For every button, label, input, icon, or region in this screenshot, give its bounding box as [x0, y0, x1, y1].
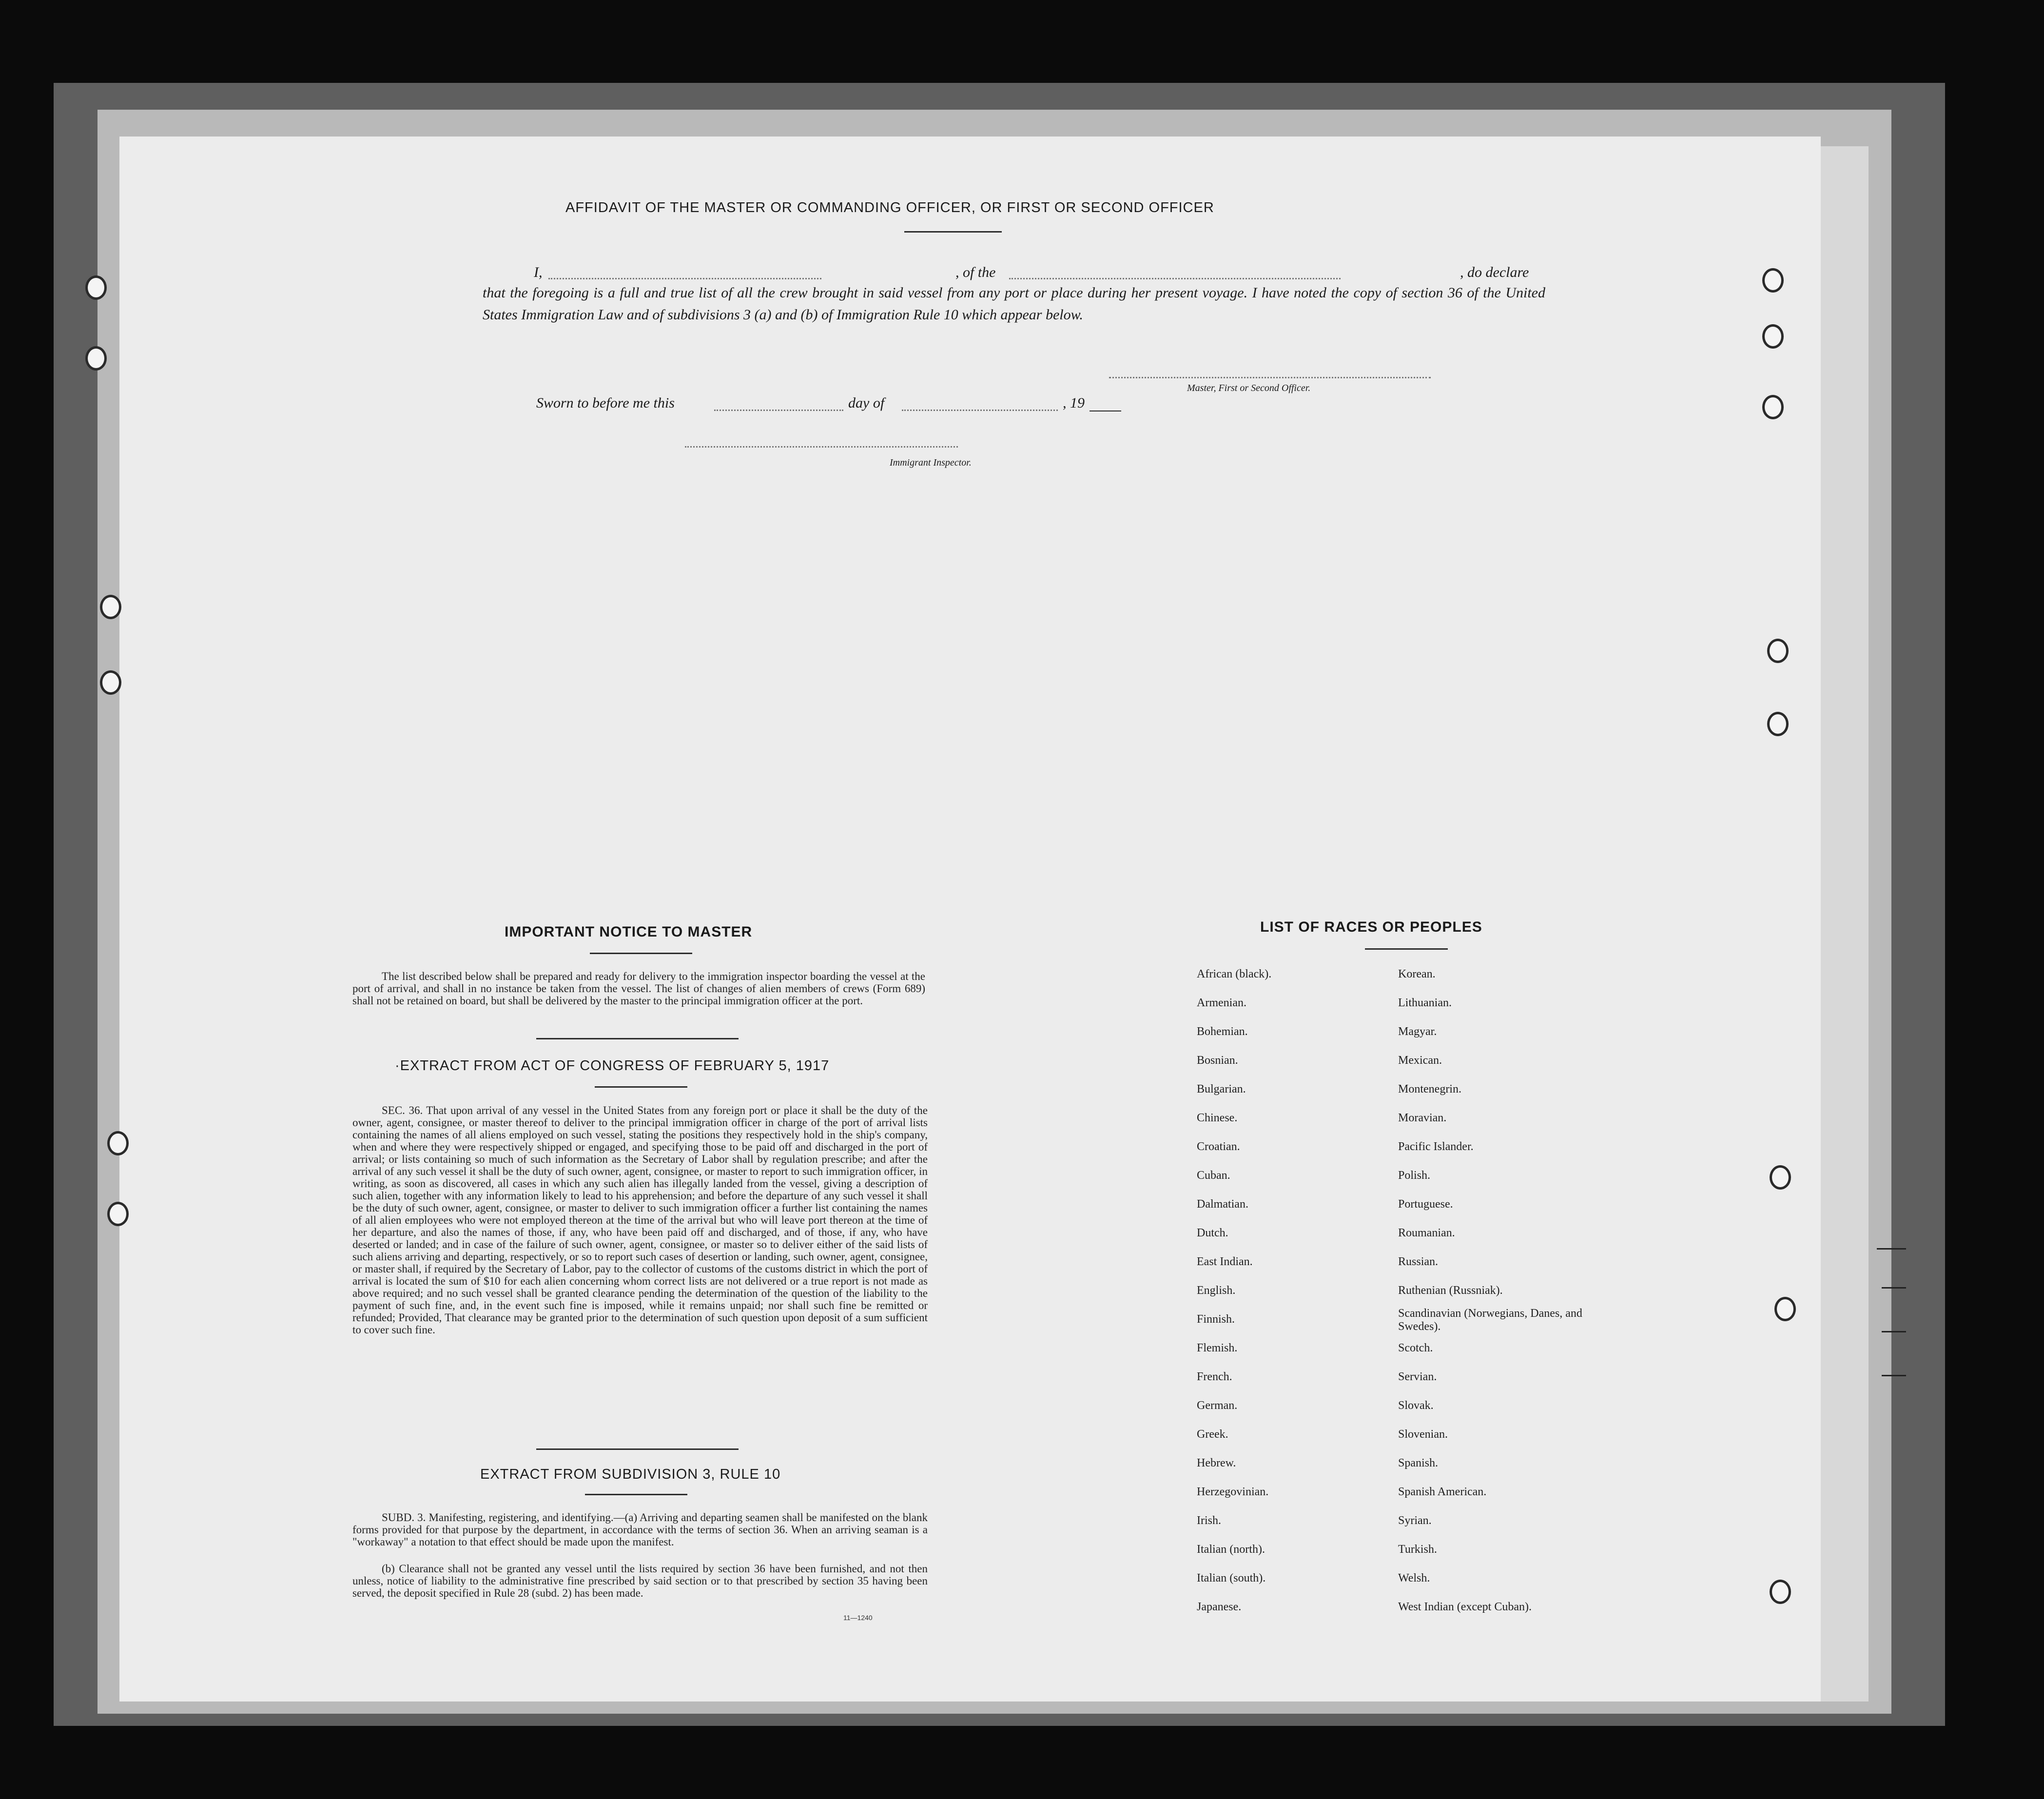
- races-divider: [1365, 948, 1448, 950]
- race-item: African (black).: [1197, 968, 1272, 980]
- race-item: Lithuanian.: [1398, 997, 1452, 1009]
- race-item: Montenegrin.: [1398, 1083, 1461, 1095]
- binder-hole-icon: [1762, 395, 1784, 419]
- race-item: Welsh.: [1398, 1572, 1430, 1584]
- race-item: Herzegovinian.: [1197, 1486, 1269, 1498]
- form-number: 11—1240: [843, 1614, 873, 1622]
- race-item: Croatian.: [1197, 1140, 1240, 1153]
- race-item: Servian.: [1398, 1370, 1437, 1383]
- race-item: Roumanian.: [1398, 1227, 1455, 1239]
- race-item: Polish.: [1398, 1169, 1431, 1182]
- form-page: [119, 137, 1821, 1701]
- name-blank[interactable]: [548, 278, 821, 279]
- binder-hole-icon: [85, 346, 107, 371]
- race-item: Greek.: [1197, 1428, 1228, 1441]
- extract-act-text-content: SEC. 36. That upon arrival of any vessel in the United States from any foreign port or place it shall be the duty of the owner, agent, consignee, or master thereof to deliver to the principal immigration officer in charge of the port of arrival lists containing the names of all aliens employed on such vessel, stating the positions they respectively hold in the ship's company, when and where they were respectively shipped or engaged, and specifying those to be paid off and discharged in the port of arrival; or lists containing so much of such information as the Secretary of Labor shall by regulation prescribe; and after the arrival of any such vessel it shall be the duty of such owner, agent, consignee, or master to report to such immigration officer, in writing, as soon as discovered, all cases in which any such alien has illegally landed from the vessel, giving a description of such alien, together with any information likely to lead to his apprehension; and before the departure of any such vessel it shall be the duty of such owner, agent, consignee, or master to deliver to such immigration officer a further list containing the names of all alien employees who were not employed thereon at the time of the arrival but who will leave port thereon at the time of her departure, and also the names of those, if any, who have been paid off and discharged, and of those, if any, who have deserted or landed; and in case of the failure of such owner, agent, consignee, or master so to deliver either of the said lists of such aliens arriving and departing, respectively, or so to report such cases of desertion or landing, such owner, agent, consignee, or master shall, if required by the Secretary of Labor, pay to the collector of customs of the customs district in which the port of arrival is located the sum of $10 for each alien concerning whom correct lists are not delivered or a true report is not made as above required; and no such vessel shall be granted clearance pending the determination of the question of the liability to the payment of such fine, and, in the event such fine is imposed, while it remains unpaid; nor shall such fine be remitted or refunded; Provided, That clearance may be granted prior to the determination of such question upon deposit of a sum sufficient to cover such fine.: [352, 1104, 928, 1336]
- binder-hole-icon: [100, 595, 121, 619]
- race-item: Slovak.: [1398, 1399, 1434, 1412]
- affidavit-title: AFFIDAVIT OF THE MASTER OR COMMANDING OFFICER, OR FIRST OR SECOND OFFICER: [565, 200, 1214, 215]
- extract-rule-title: EXTRACT FROM SUBDIVISION 3, RULE 10: [480, 1467, 781, 1482]
- races-title: LIST OF RACES OR PEOPLES: [1260, 919, 1482, 935]
- race-item: East Indian.: [1197, 1255, 1253, 1268]
- race-item: Syrian.: [1398, 1514, 1432, 1527]
- binder-hole-icon: [107, 1202, 129, 1226]
- binder-hole-icon: [1774, 1297, 1796, 1321]
- of-the-label: , of the: [955, 264, 996, 280]
- race-item: West Indian (except Cuban).: [1398, 1601, 1532, 1613]
- notice-text: [352, 970, 925, 1007]
- binder-hole-icon: [1767, 712, 1789, 736]
- binder-hole-icon: [100, 670, 121, 695]
- race-item: Moravian.: [1398, 1112, 1447, 1124]
- race-item: Russian.: [1398, 1255, 1439, 1268]
- signature-line[interactable]: [1109, 377, 1431, 378]
- race-item: Slovenian.: [1398, 1428, 1448, 1441]
- race-item: Scotch.: [1398, 1342, 1433, 1354]
- race-item: Dalmatian.: [1197, 1198, 1248, 1211]
- extract-act-divider: [595, 1086, 687, 1088]
- race-item: Bulgarian.: [1197, 1083, 1246, 1095]
- extract-rule-text-a: [352, 1511, 928, 1548]
- title-divider: [904, 231, 1002, 233]
- race-item: Spanish American.: [1398, 1486, 1487, 1498]
- binder-hole-icon: [1770, 1165, 1791, 1190]
- extract-rule-text-a-content: SUBD. 3. Manifesting, registering, and identifying.—(a) Arriving and departing seamen shall be manifested on the blank forms provided for that purpose by the department, in accordance with the terms of section 36. When an arriving seaman is a "workaway" a notation to that effect should be made upon the manifest.: [352, 1511, 928, 1548]
- race-item: Italian (north).: [1197, 1543, 1265, 1556]
- race-item: Mexican.: [1398, 1054, 1442, 1067]
- i-label: I,: [534, 264, 543, 280]
- race-item: Spanish.: [1398, 1457, 1439, 1469]
- year-label: , 19: [1063, 395, 1085, 411]
- race-item: English.: [1197, 1284, 1236, 1297]
- race-item: Irish.: [1197, 1514, 1221, 1527]
- binder-hole-icon: [1770, 1580, 1791, 1604]
- notice-divider: [590, 953, 692, 954]
- ink-mark: [1877, 1248, 1906, 1250]
- ink-mark: [1882, 1331, 1906, 1332]
- notice-text-content: The list described below shall be prepared and ready for delivery to the immigration inspector boarding the vessel at the port of arrival, and shall in no instance be taken from the vessel. The list of changes of alien members of crews (Form 689) shall not be retained on board, but shall be delivered by the master to the principal immigration officer at the port.: [352, 970, 925, 1007]
- extract-act-end-divider: [536, 1448, 739, 1450]
- month-blank[interactable]: [902, 410, 1058, 411]
- inspector-signature-line[interactable]: [685, 446, 958, 448]
- race-item: Finnish.: [1197, 1313, 1235, 1326]
- extract-act-title: ·EXTRACT FROM ACT OF CONGRESS OF FEBRUARY 5, 1917: [395, 1058, 830, 1074]
- race-item: Cuban.: [1197, 1169, 1230, 1182]
- extract-rule-text-b: [352, 1563, 928, 1599]
- extract-rule-divider: [585, 1494, 687, 1495]
- race-item: Korean.: [1398, 968, 1436, 980]
- vessel-blank[interactable]: [1009, 278, 1341, 279]
- race-item: Turkish.: [1398, 1543, 1437, 1556]
- extract-act-text: [352, 1104, 928, 1336]
- binder-hole-icon: [85, 275, 107, 300]
- ink-mark: [1882, 1375, 1906, 1376]
- race-item: Dutch.: [1197, 1227, 1228, 1239]
- day-blank[interactable]: [714, 410, 843, 411]
- signature-caption: Master, First or Second Officer.: [1187, 383, 1311, 393]
- notice-title: IMPORTANT NOTICE TO MASTER: [505, 924, 753, 940]
- race-item: Hebrew.: [1197, 1457, 1236, 1469]
- race-item: Japanese.: [1197, 1601, 1242, 1613]
- notice-end-divider: [536, 1038, 739, 1039]
- race-item: Ruthenian (Russniak).: [1398, 1284, 1503, 1297]
- affidavit-body: that the foregoing is a full and true list of all the crew brought in said vessel from any port or place during her present voyage. I have noted the copy of section 36 of the United States Immigration Law and of subdivisions 3 (a) and (b) of Immigration Rule 10 which appear below.: [483, 285, 1545, 323]
- race-item: Italian (south).: [1197, 1572, 1266, 1584]
- race-item: Chinese.: [1197, 1112, 1238, 1124]
- race-item: French.: [1197, 1370, 1232, 1383]
- race-item: Bohemian.: [1197, 1025, 1248, 1038]
- race-item: Armenian.: [1197, 997, 1246, 1009]
- ink-mark: [1882, 1287, 1906, 1289]
- binder-hole-icon: [1762, 324, 1784, 349]
- inspector-caption: Immigrant Inspector.: [890, 457, 972, 468]
- binder-hole-icon: [1762, 268, 1784, 293]
- race-item: Portuguese.: [1398, 1198, 1453, 1211]
- sworn-label: Sworn to before me this: [536, 395, 675, 411]
- binder-hole-icon: [1767, 639, 1789, 663]
- extract-rule-text-b-content: (b) Clearance shall not be granted any vessel until the lists required by section 36 have been furnished, and not then unless, notice of liability to the administrative fine prescribed by said section or to that prescribed by section 35 having been served, the deposit specified in Rule 28 (subd. 2) has been made.: [352, 1563, 928, 1599]
- race-item: German.: [1197, 1399, 1238, 1412]
- day-of-label: day of: [848, 395, 885, 411]
- race-item: Scandinavian (Norwegians, Danes, and Swedes).: [1398, 1307, 1582, 1333]
- race-item: Pacific Islander.: [1398, 1140, 1474, 1153]
- race-item: Bosnian.: [1197, 1054, 1238, 1067]
- race-item: Magyar.: [1398, 1025, 1437, 1038]
- do-declare-label: , do declare: [1460, 264, 1529, 280]
- race-item: Flemish.: [1197, 1342, 1238, 1354]
- binder-hole-icon: [107, 1131, 129, 1155]
